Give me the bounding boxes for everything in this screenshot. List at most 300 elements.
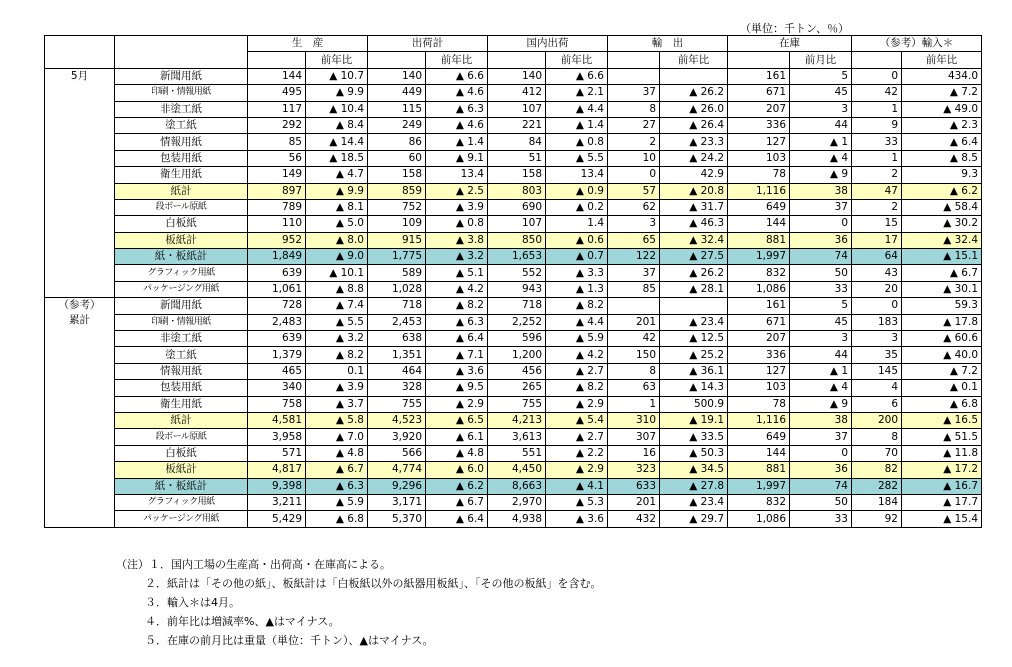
value-cell: 1,116 (728, 183, 790, 199)
value-cell: 2,970 (488, 494, 546, 510)
value-cell: ▲ 6.7 (426, 494, 488, 510)
value-cell: 78 (728, 167, 790, 183)
value-cell: 4,581 (248, 412, 306, 428)
value-cell: 103 (728, 380, 790, 396)
value-cell: ▲ 6.0 (426, 462, 488, 478)
value-cell: 881 (728, 462, 790, 478)
value-cell: 566 (368, 445, 426, 461)
value-cell: ▲ 6.2 (426, 478, 488, 494)
value-cell: ▲ 3.3 (546, 265, 608, 281)
value-cell: 122 (608, 249, 660, 265)
value-cell: ▲ 2.1 (546, 85, 608, 101)
value-cell: ▲ 2.9 (426, 396, 488, 412)
column-group-header: 出荷計 (368, 36, 488, 52)
value-cell: ▲ 9 (790, 167, 852, 183)
value-cell: 2,453 (368, 314, 426, 330)
value-cell: 16 (608, 445, 660, 461)
value-cell: 200 (852, 412, 902, 428)
row-label: 新聞用紙 (115, 68, 248, 84)
table-row (45, 199, 982, 215)
value-cell: 9,296 (368, 478, 426, 494)
value-cell: 36 (790, 462, 852, 478)
row-label: 塗工紙 (115, 347, 248, 363)
header-spacer-cell (248, 52, 306, 68)
value-cell: ▲ 19.1 (660, 412, 728, 428)
value-cell: 571 (248, 445, 306, 461)
subcolumn-header: 前年比 (426, 52, 488, 68)
value-cell: ▲ 5.3 (546, 494, 608, 510)
table-row (45, 167, 982, 183)
value-cell: 589 (368, 265, 426, 281)
value-cell: ▲ 6.3 (306, 478, 368, 494)
value-cell: ▲ 3.6 (426, 363, 488, 379)
value-cell: 51 (488, 150, 546, 166)
table-row (45, 314, 982, 330)
value-cell: 0 (790, 216, 852, 232)
value-cell: 115 (368, 101, 426, 117)
value-cell: 3,613 (488, 429, 546, 445)
value-cell: 161 (728, 68, 790, 84)
value-cell: ▲ 16.7 (902, 478, 982, 494)
value-cell: 2 (608, 134, 660, 150)
table-row (45, 183, 982, 199)
footnote-line: ３．輸入＊は4月。 (145, 596, 240, 609)
value-cell: 310 (608, 412, 660, 428)
value-cell: 552 (488, 265, 546, 281)
value-cell: 758 (248, 396, 306, 412)
value-cell: 110 (248, 216, 306, 232)
value-cell: ▲ 33.5 (660, 429, 728, 445)
value-cell: ▲ 26.2 (660, 85, 728, 101)
value-cell: ▲ 2.7 (546, 429, 608, 445)
table-row (45, 281, 982, 297)
value-cell: 57 (608, 183, 660, 199)
value-cell: 434.0 (902, 68, 982, 84)
value-cell: 500.9 (660, 396, 728, 412)
value-cell: 144 (248, 68, 306, 84)
value-cell: 3,171 (368, 494, 426, 510)
value-cell: 4,450 (488, 462, 546, 478)
value-cell: ▲ 18.5 (306, 150, 368, 166)
value-cell: 38 (790, 183, 852, 199)
table-row (45, 396, 982, 412)
value-cell: ▲ 4.6 (426, 117, 488, 133)
value-cell: 184 (852, 494, 902, 510)
header-blank-cell (115, 36, 248, 69)
value-cell: 323 (608, 462, 660, 478)
header-spacer-cell (368, 52, 426, 68)
value-cell: 161 (728, 298, 790, 314)
row-label: 包装用紙 (115, 150, 248, 166)
value-cell: ▲ 6.6 (426, 68, 488, 84)
row-label: 紙計 (115, 412, 248, 428)
value-cell: 183 (852, 314, 902, 330)
value-cell: ▲ 26.4 (660, 117, 728, 133)
value-cell: 5,370 (368, 511, 426, 527)
value-cell: ▲ 24.2 (660, 150, 728, 166)
value-cell: ▲ 3.2 (306, 331, 368, 347)
value-cell: 850 (488, 232, 546, 248)
value-cell: 3,920 (368, 429, 426, 445)
row-label: 非塗工紙 (115, 101, 248, 117)
value-cell: ▲ 58.4 (902, 199, 982, 215)
value-cell: 2,483 (248, 314, 306, 330)
value-cell: 803 (488, 183, 546, 199)
table-row (45, 298, 982, 314)
value-cell: 8 (852, 429, 902, 445)
footnotes (116, 555, 602, 650)
row-label: 板紙計 (115, 232, 248, 248)
table-row (45, 117, 982, 133)
row-label: 段ボール原紙 (115, 429, 248, 445)
value-cell: ▲ 7.4 (306, 298, 368, 314)
value-cell: 0 (608, 167, 660, 183)
value-cell: 85 (608, 281, 660, 297)
value-cell (608, 298, 660, 314)
value-cell: ▲ 8.2 (426, 298, 488, 314)
value-cell: ▲ 5.1 (426, 265, 488, 281)
value-cell (608, 68, 660, 84)
value-cell: ▲ 10.1 (306, 265, 368, 281)
value-cell: ▲ 1.4 (426, 134, 488, 150)
row-label: 衛生用紙 (115, 167, 248, 183)
value-cell: 4,213 (488, 412, 546, 428)
value-cell: 207 (728, 101, 790, 117)
value-cell: 0 (790, 445, 852, 461)
value-cell: ▲ 0.8 (426, 216, 488, 232)
value-cell: ▲ 60.6 (902, 331, 982, 347)
value-cell: 3 (608, 216, 660, 232)
value-cell: ▲ 6.5 (426, 412, 488, 428)
value-cell: ▲ 12.5 (660, 331, 728, 347)
row-label: 非塗工紙 (115, 331, 248, 347)
footnote-line: （注）１．国内工場の生産高・出荷高・在庫高による。 (116, 558, 391, 571)
table-row (45, 363, 982, 379)
value-cell: 633 (608, 478, 660, 494)
value-cell: ▲ 32.4 (660, 232, 728, 248)
value-cell: ▲ 9.0 (306, 249, 368, 265)
value-cell: 755 (488, 396, 546, 412)
value-cell: ▲ 4.4 (546, 314, 608, 330)
value-cell: ▲ 32.4 (902, 232, 982, 248)
header-spacer-cell (728, 52, 790, 68)
value-cell: 158 (488, 167, 546, 183)
column-group-header: 国内出荷 (488, 36, 608, 52)
value-cell: ▲ 2.2 (546, 445, 608, 461)
value-cell: 35 (852, 347, 902, 363)
value-cell: ▲ 36.1 (660, 363, 728, 379)
value-cell: 5,429 (248, 511, 306, 527)
value-cell: 671 (728, 314, 790, 330)
value-cell: 690 (488, 199, 546, 215)
value-cell: ▲ 7.2 (902, 363, 982, 379)
value-cell: ▲ 17.2 (902, 462, 982, 478)
value-cell: 70 (852, 445, 902, 461)
value-cell: ▲ 6.1 (426, 429, 488, 445)
value-cell: 36 (790, 232, 852, 248)
value-cell: 144 (728, 445, 790, 461)
value-cell: ▲ 3.9 (306, 380, 368, 396)
value-cell: 74 (790, 478, 852, 494)
value-cell: 109 (368, 216, 426, 232)
value-cell: 117 (248, 101, 306, 117)
value-cell: ▲ 14.4 (306, 134, 368, 150)
value-cell: 86 (368, 134, 426, 150)
value-cell: 596 (488, 331, 546, 347)
value-cell: 649 (728, 429, 790, 445)
value-cell: ▲ 3.2 (426, 249, 488, 265)
table-row (45, 380, 982, 396)
value-cell (660, 298, 728, 314)
value-cell: 6 (852, 396, 902, 412)
value-cell: ▲ 8.2 (306, 347, 368, 363)
value-cell: ▲ 11.8 (902, 445, 982, 461)
value-cell: 832 (728, 494, 790, 510)
value-cell: 638 (368, 331, 426, 347)
value-cell: 2 (852, 167, 902, 183)
value-cell: ▲ 6.4 (426, 331, 488, 347)
value-cell: 60 (368, 150, 426, 166)
value-cell: 495 (248, 85, 306, 101)
value-cell: ▲ 4.6 (426, 85, 488, 101)
value-cell: 65 (608, 232, 660, 248)
value-cell: ▲ 8.4 (306, 117, 368, 133)
value-cell: 1,028 (368, 281, 426, 297)
value-cell: 1,116 (728, 412, 790, 428)
value-cell: ▲ 9 (790, 396, 852, 412)
value-cell: 3 (790, 331, 852, 347)
value-cell: 50 (790, 494, 852, 510)
value-cell: 140 (368, 68, 426, 84)
value-cell: ▲ 9.9 (306, 85, 368, 101)
value-cell: 145 (852, 363, 902, 379)
value-cell: 64 (852, 249, 902, 265)
value-cell: ▲ 31.7 (660, 199, 728, 215)
value-cell: 897 (248, 183, 306, 199)
table-row (45, 462, 982, 478)
footnote-line: ２．紙計は「その他の紙」、板紙計は「白板紙以外の紙器用板紙」、「その他の板紙」を含む。 (145, 577, 602, 590)
subcolumn-header: 前年比 (306, 52, 368, 68)
value-cell: ▲ 8.5 (902, 150, 982, 166)
value-cell: 20 (852, 281, 902, 297)
value-cell: ▲ 6.3 (426, 314, 488, 330)
row-label: 包装用紙 (115, 380, 248, 396)
value-cell: 47 (852, 183, 902, 199)
value-cell: 144 (728, 216, 790, 232)
value-cell: 718 (488, 298, 546, 314)
table-row (45, 216, 982, 232)
row-label: 板紙計 (115, 462, 248, 478)
value-cell: 456 (488, 363, 546, 379)
value-cell: ▲ 3.9 (426, 199, 488, 215)
value-cell: 718 (368, 298, 426, 314)
footnote-line: ４．前年比は増減率%、▲はマイナス。 (145, 615, 340, 628)
table-row (45, 494, 982, 510)
value-cell: ▲ 6.4 (426, 511, 488, 527)
value-cell: 74 (790, 249, 852, 265)
value-cell: 449 (368, 85, 426, 101)
value-cell: ▲ 2.7 (546, 363, 608, 379)
unit-label: （単位：千トン、％） (740, 22, 850, 35)
value-cell: ▲ 8.8 (306, 281, 368, 297)
value-cell: 42 (852, 85, 902, 101)
value-cell: 13.4 (546, 167, 608, 183)
value-cell: 340 (248, 380, 306, 396)
row-label: 衛生用紙 (115, 396, 248, 412)
value-cell: 464 (368, 363, 426, 379)
value-cell: 4,938 (488, 511, 546, 527)
value-cell: ▲ 9.5 (426, 380, 488, 396)
table-row (45, 101, 982, 117)
value-cell: 127 (728, 363, 790, 379)
table-row (45, 134, 982, 150)
table-row (45, 347, 982, 363)
value-cell: 1 (608, 396, 660, 412)
row-label: 紙・板紙計 (115, 249, 248, 265)
value-cell: ▲ 5.5 (306, 314, 368, 330)
value-cell: 1,849 (248, 249, 306, 265)
value-cell: 37 (790, 199, 852, 215)
value-cell: 1,997 (728, 249, 790, 265)
value-cell: ▲ 0.7 (546, 249, 608, 265)
value-cell: ▲ 25.2 (660, 347, 728, 363)
value-cell: 639 (248, 265, 306, 281)
value-cell: 78 (728, 396, 790, 412)
value-cell: 2,252 (488, 314, 546, 330)
header-row-groups (45, 36, 982, 52)
value-cell: ▲ 30.1 (902, 281, 982, 297)
value-cell: 38 (790, 412, 852, 428)
row-label: 白板紙 (115, 216, 248, 232)
value-cell: 33 (790, 281, 852, 297)
value-cell: ▲ 46.3 (660, 216, 728, 232)
value-cell: ▲ 0.1 (902, 380, 982, 396)
value-cell: ▲ 2.9 (546, 396, 608, 412)
value-cell: ▲ 4.1 (546, 478, 608, 494)
value-cell: 9 (852, 117, 902, 133)
value-cell: 292 (248, 117, 306, 133)
value-cell: ▲ 6.2 (902, 183, 982, 199)
table-row (45, 232, 982, 248)
value-cell: 9.3 (902, 167, 982, 183)
row-label: 情報用紙 (115, 134, 248, 150)
value-cell: 3,211 (248, 494, 306, 510)
value-cell: 149 (248, 167, 306, 183)
value-cell: 328 (368, 380, 426, 396)
value-cell: 82 (852, 462, 902, 478)
subcolumn-header: 前年比 (902, 52, 982, 68)
value-cell: ▲ 10.7 (306, 68, 368, 84)
row-label: パッケージング用紙 (115, 281, 248, 297)
value-cell: ▲ 6.8 (902, 396, 982, 412)
header-spacer-cell (608, 52, 660, 68)
value-cell: ▲ 4.7 (306, 167, 368, 183)
row-label: 印刷・情報用紙 (115, 314, 248, 330)
value-cell: ▲ 7.2 (902, 85, 982, 101)
value-cell: 1,775 (368, 249, 426, 265)
value-cell: 62 (608, 199, 660, 215)
value-cell: ▲ 3.7 (306, 396, 368, 412)
value-cell: ▲ 51.5 (902, 429, 982, 445)
value-cell: 8 (608, 101, 660, 117)
value-cell: ▲ 17.7 (902, 494, 982, 510)
row-label: グラフィック用紙 (115, 265, 248, 281)
row-label: グラフィック用紙 (115, 494, 248, 510)
value-cell: ▲ 5.0 (306, 216, 368, 232)
table-row (45, 412, 982, 428)
subcolumn-header: 前月比 (790, 52, 852, 68)
value-cell: ▲ 1 (790, 363, 852, 379)
value-cell: ▲ 6.7 (902, 265, 982, 281)
value-cell: ▲ 17.8 (902, 314, 982, 330)
value-cell: ▲ 7.0 (306, 429, 368, 445)
value-cell: ▲ 2.3 (902, 117, 982, 133)
value-cell: ▲ 2.5 (426, 183, 488, 199)
value-cell: ▲ 30.2 (902, 216, 982, 232)
value-cell: 37 (608, 265, 660, 281)
value-cell: ▲ 8.1 (306, 199, 368, 215)
value-cell: 8,663 (488, 478, 546, 494)
value-cell: 85 (248, 134, 306, 150)
header-blank-cell (45, 36, 115, 69)
column-group-header: 輸 出 (608, 36, 728, 52)
value-cell: ▲ 16.5 (902, 412, 982, 428)
row-label: 印刷・情報用紙 (115, 85, 248, 101)
value-cell: ▲ 28.1 (660, 281, 728, 297)
value-cell: 0 (852, 68, 902, 84)
value-cell: 10 (608, 150, 660, 166)
value-cell: ▲ 10.4 (306, 101, 368, 117)
value-cell: ▲ 9.1 (426, 150, 488, 166)
value-cell: 5 (790, 68, 852, 84)
value-cell: 943 (488, 281, 546, 297)
value-cell: ▲ 15.1 (902, 249, 982, 265)
value-cell: ▲ 0.8 (546, 134, 608, 150)
value-cell: 56 (248, 150, 306, 166)
value-cell: ▲ 23.3 (660, 134, 728, 150)
table-row (45, 249, 982, 265)
footnote-line: ５．在庫の前月比は重量（単位：千トン）、▲はマイナス。 (145, 634, 434, 647)
table-row (45, 429, 982, 445)
value-cell: 3 (852, 331, 902, 347)
value-cell: ▲ 29.7 (660, 511, 728, 527)
value-cell: ▲ 4.8 (426, 445, 488, 461)
row-label: 新聞用紙 (115, 298, 248, 314)
value-cell: ▲ 5.4 (546, 412, 608, 428)
value-cell: 336 (728, 117, 790, 133)
value-cell: ▲ 8.2 (546, 380, 608, 396)
value-cell: 45 (790, 85, 852, 101)
value-cell (660, 68, 728, 84)
value-cell: 92 (852, 511, 902, 527)
value-cell: 42.9 (660, 167, 728, 183)
value-cell: 1,379 (248, 347, 306, 363)
value-cell: 63 (608, 380, 660, 396)
value-cell: ▲ 27.5 (660, 249, 728, 265)
value-cell: 33 (852, 134, 902, 150)
value-cell: 9,398 (248, 478, 306, 494)
value-cell: 150 (608, 347, 660, 363)
value-cell: ▲ 14.3 (660, 380, 728, 396)
value-cell: ▲ 7.1 (426, 347, 488, 363)
value-cell: 752 (368, 199, 426, 215)
value-cell: 2 (852, 199, 902, 215)
row-label: 白板紙 (115, 445, 248, 461)
value-cell: 859 (368, 183, 426, 199)
value-cell: 37 (790, 429, 852, 445)
value-cell: 4,774 (368, 462, 426, 478)
value-cell: 4,817 (248, 462, 306, 478)
